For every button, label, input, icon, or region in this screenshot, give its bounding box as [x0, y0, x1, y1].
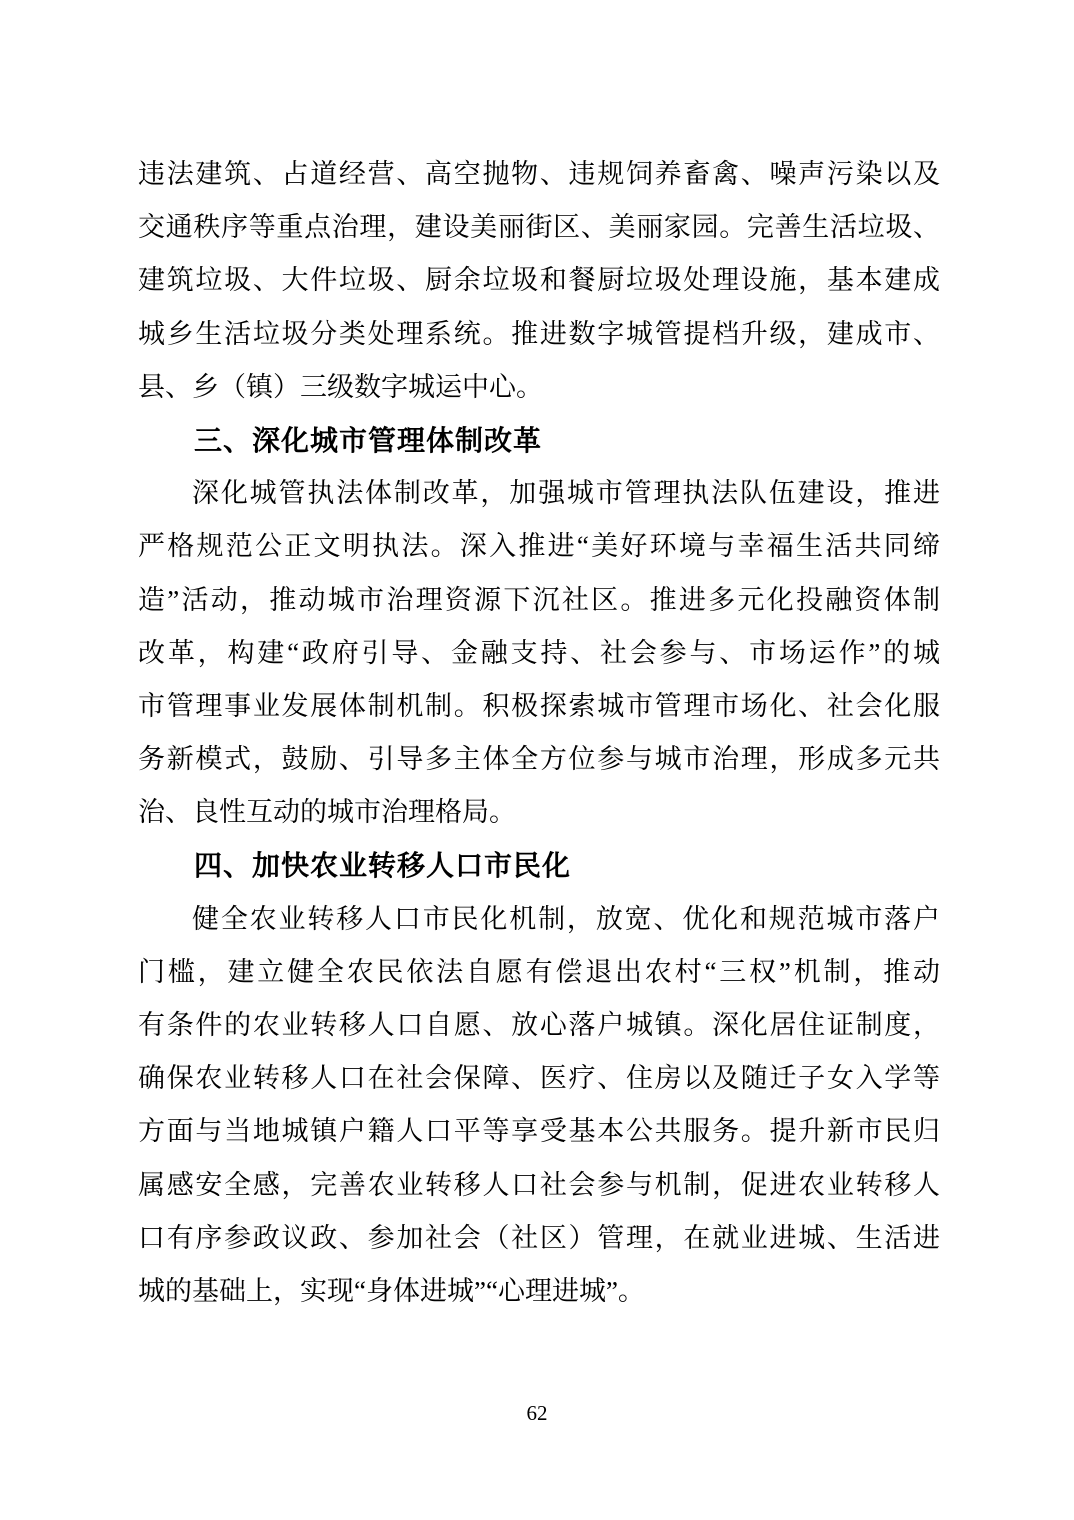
- text-line: 健全农业转移人口市民化机制，放宽、优化和规范城市落户: [192, 903, 940, 934]
- text-line: 县、乡（镇）三级数字城运中心。: [138, 371, 543, 402]
- text-line: 属感安全感，完善农业转移人口社会参与机制，促进农业转移人: [138, 1169, 940, 1200]
- text-line: 严格规范公正文明执法。深入推进“美好环境与幸福生活共同缔: [138, 531, 940, 562]
- text-line: 方面与当地城镇户籍人口平等享受基本公共服务。提升新市民归: [138, 1116, 940, 1147]
- page-number: 62: [526, 1401, 548, 1425]
- text-line: 建筑垃圾、大件垃圾、厨余垃圾和餐厨垃圾处理设施，基本建成: [138, 265, 940, 296]
- text-line: 确保农业转移人口在社会保障、医疗、住房以及随迁子女入学等: [138, 1063, 940, 1094]
- section-heading: 三、深化城市管理体制改革: [194, 424, 543, 456]
- text-line: 有条件的农业转移人口自愿、放心落户城镇。深化居住证制度，: [138, 1010, 940, 1040]
- text-line: 违法建筑、占道经营、高空抛物、违规饲养畜禽、噪声污染以及: [138, 159, 940, 189]
- text-line: 城乡生活垃圾分类处理系统。推进数字城管提档升级，建成市、: [138, 318, 940, 349]
- text-line: 深化城管执法体制改革，加强城市管理执法队伍建设，推进: [192, 478, 940, 509]
- text-line: 口有序参政议政、参加社会（社区）管理，在就业进城、生活进: [138, 1222, 940, 1253]
- paragraph: [138, 467, 940, 839]
- paragraph: [138, 148, 940, 414]
- text-line: 务新模式，鼓励、引导多主体全方位参与城市治理，形成多元共: [138, 744, 940, 775]
- paragraph: [138, 893, 940, 1319]
- text-line: 改革，构建“政府引导、金融支持、社会参与、市场运作”的城: [138, 637, 940, 668]
- text-line: 交通秩序等重点治理，建设美丽街区、美丽家园。完善生活垃圾、: [138, 212, 940, 243]
- document-content: [138, 148, 940, 1318]
- text-line: 门槛，建立健全农民依法自愿有偿退出农村“三权”机制，推动: [138, 956, 940, 987]
- text-line: 市管理事业发展体制机制。积极探索城市管理市场化、社会化服: [138, 690, 940, 721]
- text-line: 城的基础上，实现“身体进城”“心理进城”。: [138, 1275, 645, 1306]
- text-line: 治、良性互动的城市治理格局。: [138, 797, 516, 828]
- text-line: 造”活动，推动城市治理资源下沉社区。推进多元化投融资体制: [138, 584, 940, 615]
- section-heading: 四、加快农业转移人口市民化: [194, 850, 572, 882]
